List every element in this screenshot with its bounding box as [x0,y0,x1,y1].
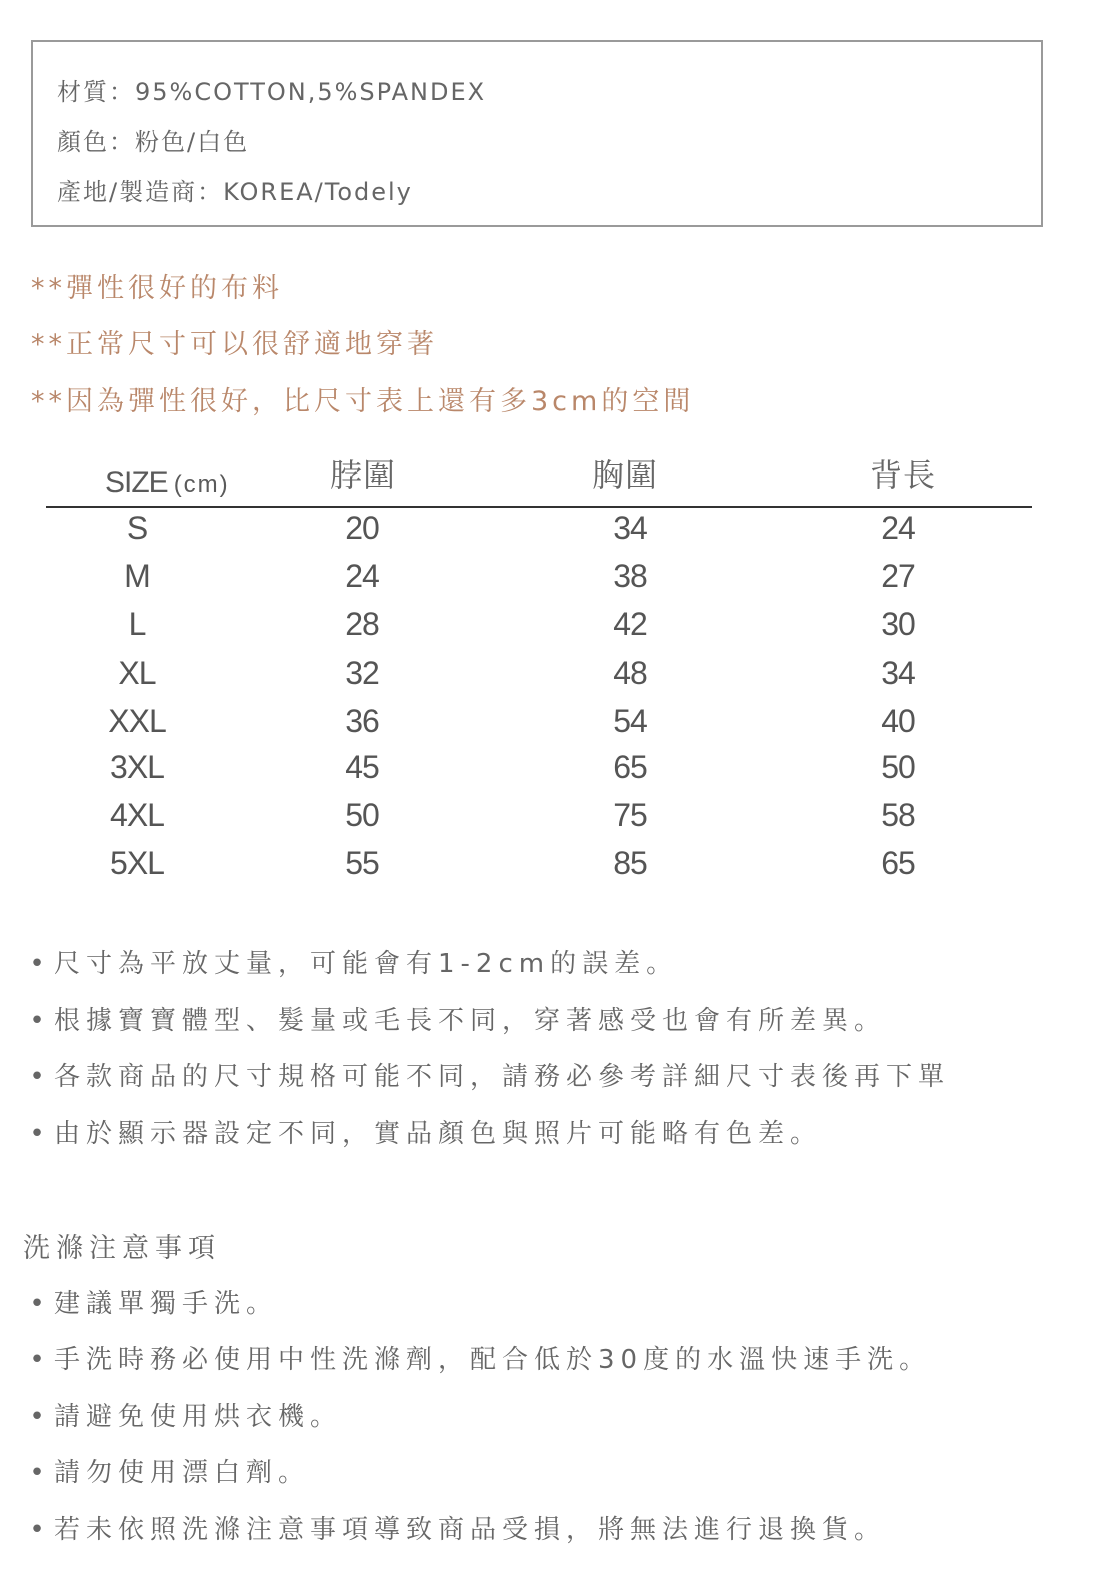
size-cell: XXL [108,703,166,739]
back-cell: 30 [881,606,915,642]
chest-column-header: 胸圍 [592,456,659,494]
back-cell: 34 [881,655,915,691]
chest-cell: 42 [613,606,647,642]
washing-item [28,1339,931,1376]
chest-cell: 38 [613,558,647,594]
bullet-dot: • [29,1515,45,1545]
bullet-dot: • [29,1119,45,1149]
back-cell: 65 [881,845,915,881]
bullet-dot: • [29,949,45,979]
size-note-item [28,1000,886,1037]
back-cell: 58 [881,797,915,833]
neck-cell: 20 [345,510,379,546]
material-line: 材質：95%COTTON,5%SPANDEX [57,78,487,106]
neck-cell: 45 [345,749,379,785]
neck-cell: 55 [345,845,379,881]
washing-item [28,1396,342,1433]
bullet-dot: • [29,1062,45,1092]
size-cell: XL [118,655,156,691]
size-note-item [28,1056,950,1093]
size-note-text: 各款商品的尺寸規格可能不同，請務必參考詳細尺寸表後再下單 [54,1062,951,1092]
washing-item-text: 請勿使用漂白劑。 [54,1458,311,1488]
size-cell: M [124,558,150,594]
neck-cell: 50 [345,797,379,833]
chest-cell: 85 [613,845,647,881]
back-cell: 24 [881,510,915,546]
bullet-dot: • [29,1458,45,1488]
neck-cell: 32 [345,655,379,691]
bullet-dot: • [29,1289,45,1319]
size-note-text: 由於顯示器設定不同，實品顏色與照片可能略有色差。 [54,1119,823,1149]
header-divider [46,506,1032,508]
size-cell: 3XL [110,749,164,785]
neck-cell: 28 [345,606,379,642]
neck-cell: 36 [345,703,379,739]
size-cell: S [126,510,148,546]
size-note-text: 尺寸為平放丈量，可能會有1-2cm的誤差。 [54,949,679,979]
neck-column-header: 脖圍 [330,456,397,494]
chest-cell: 48 [613,655,647,691]
product-info-box [31,40,1043,227]
size-cell: 4XL [110,797,164,833]
fit-note: **正常尺寸可以很舒適地穿著 [31,329,438,360]
origin-line: 產地/製造商：KOREA/Todely [57,178,413,206]
neck-cell: 24 [345,558,379,594]
washing-item [28,1283,278,1320]
chest-cell: 34 [613,510,647,546]
back-cell: 50 [881,749,915,785]
washing-item-text: 手洗時務必使用中性洗滌劑，配合低於30度的水溫快速手洗。 [54,1345,932,1375]
washing-item [28,1509,886,1546]
bullet-dot: • [29,1345,45,1375]
size-note-item [28,943,678,980]
washing-heading: 洗滌注意事項 [23,1233,221,1264]
size-table [30,440,1070,900]
chest-cell: 75 [613,797,647,833]
elasticity-note: **彈性很好的布料 [31,273,283,304]
back-cell: 40 [881,703,915,739]
bullet-dot: • [29,1006,45,1036]
size-column-header [105,466,230,500]
chest-cell: 65 [613,749,647,785]
back-length-column-header: 背長 [870,456,937,494]
washing-item-text: 建議單獨手洗。 [54,1289,279,1319]
back-cell: 27 [881,558,915,594]
size-note-text: 根據寶寶體型、髮量或毛長不同，穿著感受也會有所差異。 [54,1006,887,1036]
size-label: SIZE [105,466,168,499]
washing-item-text: 請避免使用烘衣機。 [54,1402,343,1432]
chest-cell: 54 [613,703,647,739]
color-line: 顏色：粉色/白色 [57,128,250,156]
size-cell: L [128,606,146,642]
extra-space-note: **因為彈性很好，比尺寸表上還有多3cm的空間 [31,386,695,417]
washing-item [28,1452,310,1489]
size-cell: 5XL [110,845,164,881]
size-note-item [28,1113,822,1150]
unit-label: (cm) [173,471,230,498]
bullet-dot: • [29,1402,45,1432]
washing-item-text: 若未依照洗滌注意事項導致商品受損，將無法進行退換貨。 [54,1515,887,1545]
